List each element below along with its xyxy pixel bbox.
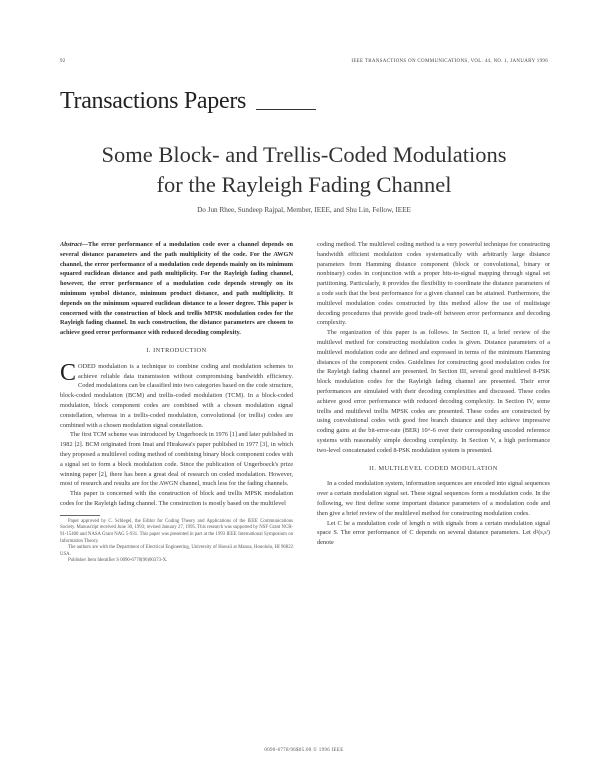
page-number: 92 (60, 59, 66, 64)
author-list: Do Jun Rhee, Sundeep Rajpal, Member, IEEE, and Shu Lin, Fellow, IEEE (197, 206, 411, 214)
intro-paragraph-1-text: ODED modulation is a technique to combine coding and modulation schemes to achieve reliable data transmission without compromising bandwidth efficiency. Coded modulations can be classified into two categories based on the code structure, block-coded modulation (BCM) and trellis-coded modulation (TCM). In a block-coded modulation, block component codes are combined with a chosen modulation signal constellation, whereas in a trellis-coded modulation, convolutional (or trellis) codes are combined with a chosen modulation signal constellation. (60, 362, 293, 429)
paper-title (60, 140, 548, 200)
section-heading-introduction: I. INTRODUCTION (146, 346, 207, 354)
left-column (60, 240, 293, 565)
journal-header: IEEE TRANSACTIONS ON COMMUNICATIONS, VOL. 44, NO. 1, JANUARY 1996 (351, 59, 548, 64)
footnote-rule (60, 515, 100, 516)
copyright-footer: 0090-6778/96$05.00 © 1996 IEEE (264, 748, 344, 753)
drop-cap: C (60, 359, 77, 386)
intro-paragraph-1 (60, 359, 293, 431)
banner-rule (256, 109, 316, 110)
footnote-affiliation: The authors are with the Department of Electrical Engineering, University of Hawaii at Manoa, Honolulu, HI 96822 USA. (60, 545, 293, 557)
section2-paragraph-2: Let C be a modulation code of length n with signals from a certain modulation signal space S. The error performance of C depends on several distance parameters. Let d²(s,s') denote (317, 519, 550, 547)
intro-paragraph-3: This paper is concerned with the construction of block and trellis MPSK modulation codes for the Rayleigh fading channel. The construction is mostly based on the multilevel (60, 490, 293, 507)
right-column (317, 240, 550, 548)
section2-paragraph-1: In a coded modulation system, information sequences are encoded into signal sequences over a certain modulation signal set. These signal sequences form a modulation code. In the following, we first define some important distance parameters of a modulation code and then give a brief review of the multilevel method for constructing modulation codes. (317, 480, 550, 517)
section-heading-multilevel: II. MULTILEVEL CODED MODULATION (369, 464, 498, 472)
abstract (60, 240, 293, 338)
title-line-1: Some Block- and Trellis-Coded Modulations (101, 142, 507, 167)
footnote-manuscript: Paper approved by C. Schlegel, the Editor for Coding Theory and Applications of the IEEE Communications Society. Manuscript received June 30, 1993; revised January 27, 1995. This research was supported by NSF Grant NCR-91-15400 and NASA Grant NAG 5-931. This paper was presented in part at the 1993 IEEE International Symposium on Information Theory. (60, 518, 293, 544)
transactions-papers-banner: Transactions Papers (60, 88, 247, 114)
title-line-2: for the Rayleigh Fading Channel (156, 172, 452, 197)
right-paragraph-2: The organization of this paper is as follows. In Section II, a brief review of the multilevel method for constructing modulation codes is given. Distance parameters of a multilevel modulation code are defined and expressed in terms of the minimum Hamming distances of the component codes. Guidelines for constructing good modulation codes for the Rayleigh fading channel are presented. In Section III, several good multilevel 8-PSK block modulation codes for the Rayleigh fading channel are presented. Their error performances are simulated with their decoding complexities and discussed. These codes achieve good error performance with reduced decoding complexity. In Section IV, some trellis and multilevel trellis MPSK codes are presented. These codes are constructed by using convolutional codes with good free branch distance and they achieve impressive coding gains at the bit-error-rate (BER) 10^-6 over their corresponding uncoded reference systems with reasonably simple decoding complexity. In Section V, a high performance two-level concatenated coded 8-PSK modulation system is presented. (317, 329, 550, 454)
intro-paragraph-2: The first TCM scheme was introduced by Ungerboeck in 1976 [1] and later published in 1982 [2]. BCM originated from Imai and Hirakawa's paper published in 1977 [3], in which they proposed a multilevel coding method of combining binary block component codes with a signal set to form a block modulation code. Since the publication of Ungerboeck's prize winning paper [2], there has been a great deal of research on coded modulation. However, most of research and results are for the AWGN channel, much less for the fading channels. (60, 431, 293, 488)
right-paragraph-1: coding method. The multilevel coding method is a very powerful technique for constructing bandwidth efficient modulation codes systematically with arbitrarily large distance parameters from Hamming distance component (block or convolutional, binary or nonbinary) codes in conjunction with a proper bits-to-signal mapping through signal set partitioning. Particularly, it provides the flexibility to coordinate the distance parameters of a code such that the best performance for a given channel can be attained. Furthermore, the multilevel modulation codes constructed by this method allow the use of multistage decoding procedures that provide good trade-off between error performance and decoding complexity. (317, 241, 550, 327)
footnote-identifier: Publisher Item Identifier S 0090-6778(96)00373-X. (68, 558, 168, 564)
abstract-label: Abstract— (60, 241, 88, 248)
abstract-text: The error performance of a modulation code over a channel depends on several distance parameters and the path multiplicity of the code. For the AWGN channel, the error performance of a modulation code depends mainly on its minimum squared euclidean distance and path multiplicity. For the Rayleigh fading channel, however, the error performance of a modulation code depends strongly on its minimum symbol distance, minimum product distance, and path multiplicity. It depends on the minimum squared euclidean distance to a lesser degree. This paper is concerned with the construction of block and trellis MPSK modulation codes for the Rayleigh fading channel. In such construction, the distance parameters are chosen to achieve good error performance with reduced decoding complexity. (60, 241, 293, 337)
